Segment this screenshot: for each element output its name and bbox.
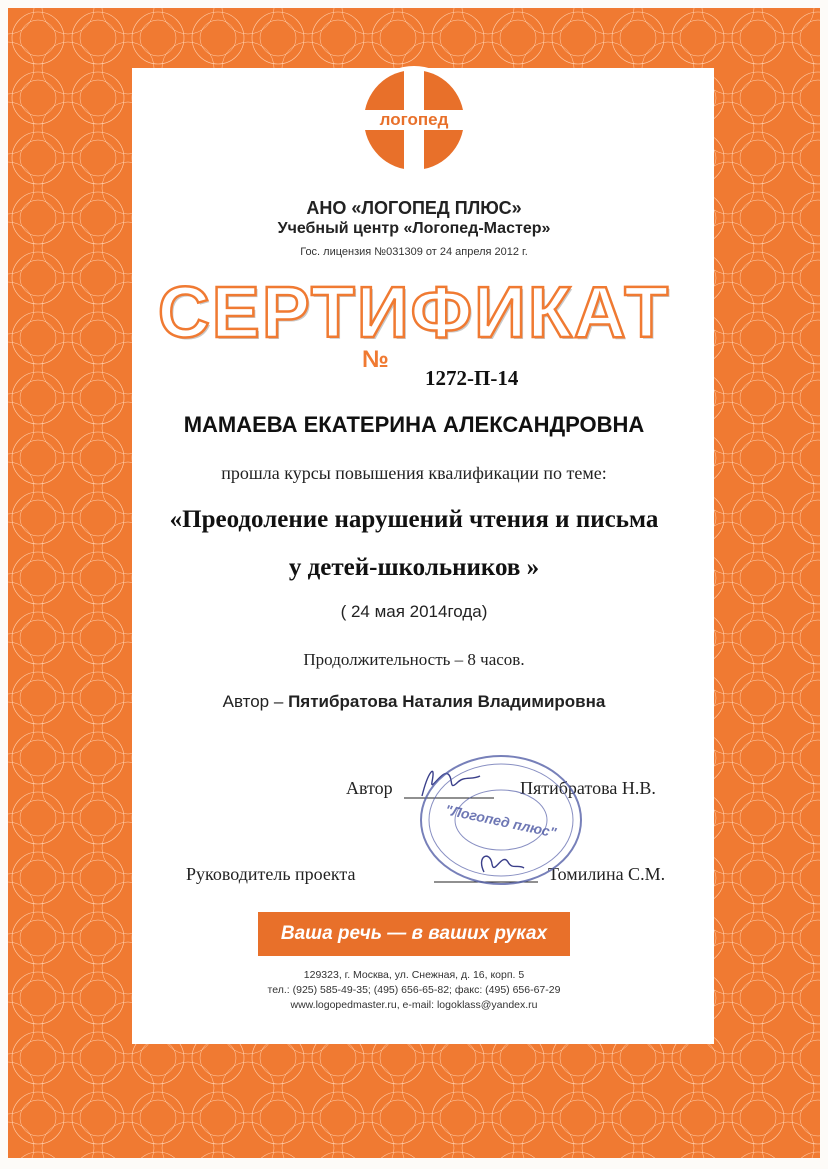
course-topic-line1: «Преодоление нарушений чтения и письма bbox=[169, 506, 659, 533]
author-name: Пятибратова Наталия Владимировна bbox=[288, 692, 606, 711]
training-center: Учебный центр «Логопед-Мастер» bbox=[277, 220, 551, 237]
logo-text: логопед bbox=[379, 110, 449, 129]
org-name: АНО «ЛОГОПЕД ПЛЮС» bbox=[306, 198, 522, 218]
certificate-title: СЕРТИФИКАТ bbox=[157, 273, 671, 353]
organization-stamp bbox=[416, 750, 586, 890]
course-duration: Продолжительность – 8 часов. bbox=[303, 650, 525, 669]
course-date: ( 24 мая 2014года) bbox=[340, 602, 488, 621]
signature-lead-name: Томилина С.М. bbox=[548, 864, 666, 884]
recipient-name: МАМАЕВА ЕКАТЕРИНА АЛЕКСАНДРОВНА bbox=[183, 412, 645, 437]
contacts bbox=[0, 968, 828, 1013]
passed-text: прошла курсы повышения квалификации по теме: bbox=[221, 463, 607, 483]
website-email: www.logopedmaster.ru, e-mail: logoklass@yandex.ru bbox=[290, 999, 538, 1011]
phones: тел.: (925) 585-49-35; (495) 656-65-82; факс: (495) 656-67-29 bbox=[267, 984, 561, 996]
signature-author-label: Автор bbox=[346, 778, 393, 798]
logoped-logo bbox=[358, 64, 470, 176]
course-author bbox=[0, 692, 828, 712]
license-line: Гос. лицензия №031309 от 24 апреля 2012 г. bbox=[300, 246, 528, 258]
number-sign: № bbox=[362, 346, 389, 373]
address: 129323, г. Москва, ул. Снежная, д. 16, корп. 5 bbox=[303, 969, 525, 981]
stamp-text: "Логопед плюс" bbox=[443, 801, 558, 841]
signature-lead-label: Руководитель проекта bbox=[186, 864, 356, 884]
signature-author-name: Пятибратова Н.В. bbox=[520, 778, 656, 798]
course-topic-line2: у детей-школьников » bbox=[288, 554, 540, 581]
slogan-banner: Ваша речь — в ваших руках bbox=[258, 912, 570, 956]
certificate-number: 1272-П-14 bbox=[425, 366, 519, 390]
author-label: Автор – bbox=[222, 692, 284, 711]
